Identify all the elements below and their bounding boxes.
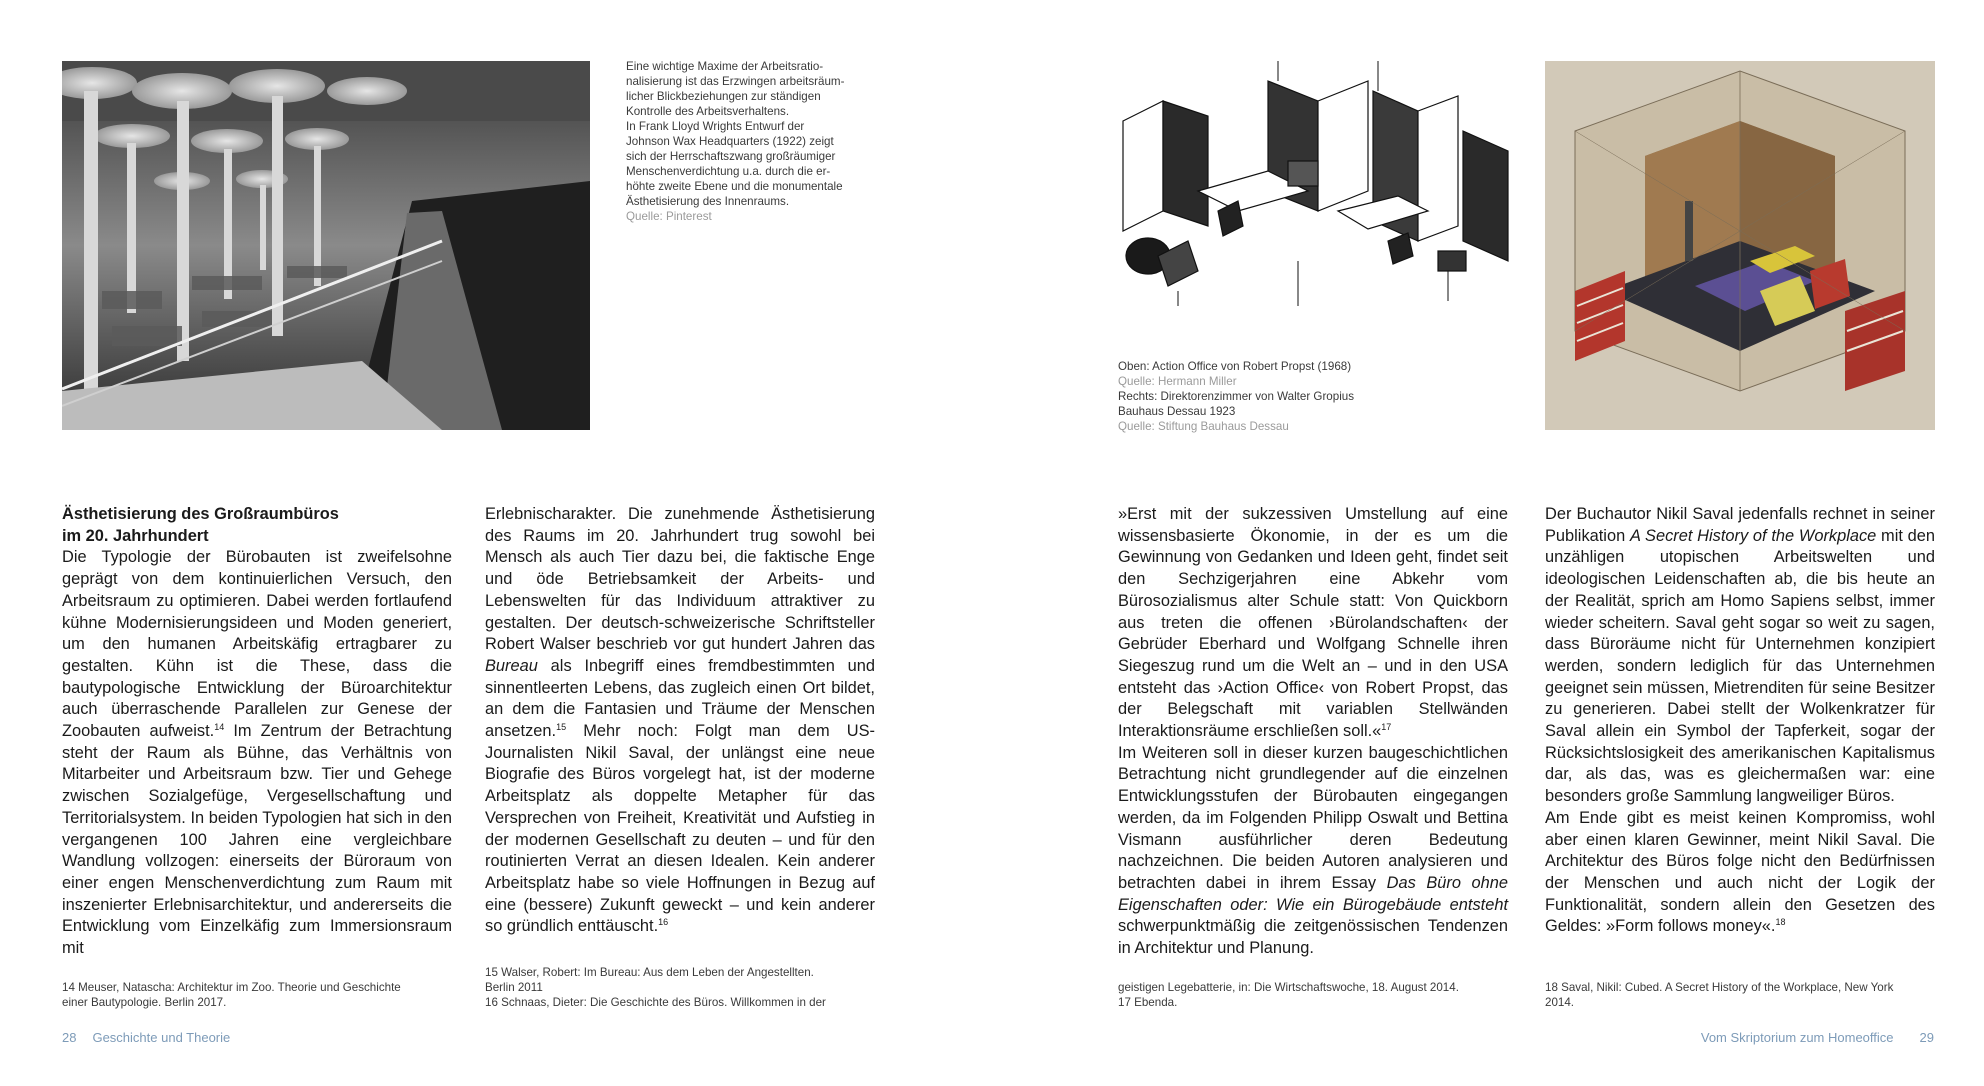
body-text: Mehr noch: Folgt man dem US-Journalisten Nikil Saval, der unlängst eine neue Biografie des Büros vorgelegt hat, ist der moderne Arbeitsplatz als doppelte Metapher für das Versprechen von Freiheit, Kreativität und Aufstieg in der modernen Gesellschaft zu deuten – und für den routinierten Verrat an diesen Idealen. Kein anderer Arbeitsplatz habe so viele Hoffnungen in Bezug auf eine (bessere) Zukunft geweckt – und kein anderer so gründlich enttäuscht.: [485, 722, 875, 936]
body-text: »Erst mit der sukzessiven Umstellung auf eine wissensbasierte Ökonomie, in der es um die Gewinnung von Gedanken und Ideen geht, findet seit den Sechzigerjahren eine Abkehr vom Bürosozialismus alter Schule statt: Von Quickborn aus treten die offenen ›Bürolandschaften‹ der Gebrüder Eberhard und Wolfgang Schnelle ihren Siegeszug rund um die Welt an – und in den USA entsteht das ›Action Office‹ von Robert Propst, das der Belegschaft mit variablen Stellwänden Interaktionsräume erschließen soll.«: [1118, 505, 1508, 741]
footnote-ref: 15: [556, 722, 567, 733]
running-title-left: Geschichte und Theorie: [92, 1030, 231, 1045]
footnote-14: [62, 980, 452, 1010]
running-title-right: Vom Skriptorium zum Homeoffice: [1700, 1030, 1894, 1045]
footnote-ref: 16: [658, 917, 669, 928]
johnson-wax-photo: [62, 61, 590, 430]
italic-title: Das Büro ohne Eigenschaften oder: Wie ein Bürogebäude entsteht: [1118, 873, 1508, 914]
footnote-text: 15 Walser, Robert: Im Bureau: Aus dem Leben der Angestellten. Berlin 2011 16 Schnaas, Dieter: Die Geschichte des Büros. Willkommen in der: [485, 966, 826, 1009]
folio-right: [1701, 1030, 1934, 1045]
action-office-drawing: [1118, 61, 1510, 311]
page-number-left: 28: [62, 1030, 77, 1045]
body-paragraph: [1545, 808, 1935, 938]
page-number-right: 29: [1919, 1030, 1934, 1045]
body-paragraph: [62, 547, 452, 959]
footnote-text: 14 Meuser, Natascha: Architektur im Zoo. Theorie und Geschichte einer Bautypologie. Berlin 2017.: [62, 981, 401, 1009]
figure-caption-left: [626, 59, 886, 224]
body-text: Der Buchautor Nikil Saval jedenfalls rechnet in seiner Publikation: [1545, 505, 1935, 545]
italic-title: Bureau: [485, 656, 538, 675]
body-text: mit den unzähligen utopischen Arbeitswelten und ideologischen Leidenschaften ab, die bis heute an der Realität, sprich am Homo Sapiens selbst, immer wieder scheitern. Saval geht sogar so weit zu sagen, dass Büroräume nicht für Unternehmen konzipiert werden, sondern lediglich für das Unternehmen geeignet sein müssen, Mietrenditen für seine Besitzer zu generieren. Dabei stellt der Wolkenkratzer für Saval allein ein Symbol der Tapferkeit, sogar der Rücksichtslosigkeit des amerikanischen Kapitalismus dar, als das, was es gleichermaßen war: eine besonders große Sammlung langweiliger Büros.: [1545, 526, 1935, 806]
caption-source: Quelle: Pinterest: [626, 210, 712, 223]
footnote-ref: 18: [1775, 917, 1786, 928]
footnote-text: geistigen Legebatterie, in: Die Wirtschaftswoche, 18. August 2014. 17 Ebenda.: [1118, 981, 1459, 1009]
body-text: Erlebnischarakter. Die zunehmende Ästhetisierung des Raums im 20. Jahrhundert trug sowohl bei Mensch als auch Tier dazu bei, die faktische Enge und öde Betriebsamkeit der Arbeits- und Lebenswelten für das Individuum attraktiver zu gestalten. Der deutsch-schweizerische Schriftsteller Robert Walser beschrieb vor gut hundert Jahren das: [485, 505, 875, 654]
body-paragraph: [1545, 504, 1935, 808]
footnote-18: [1545, 980, 1935, 1010]
body-text: Am Ende gibt es meist keinen Kompromiss, wohl aber einen klaren Gewinner, meint Nikil Saval. Die Architektur des Büros folge nicht den Bedürfnissen der Menschen und auch nicht der Logik der Funktionalität, sondern allein den Gesetzen des Geldes: »Form follows money«.: [1545, 808, 1935, 936]
text-column-2: [485, 504, 875, 938]
footnote-ref: 17: [1381, 722, 1392, 733]
body-text: schwerpunktmäßig die zeitgenössischen Tendenzen in Architektur und Planung.: [1118, 917, 1508, 958]
body-paragraph: [1118, 504, 1508, 743]
caption-source-1: Quelle: Hermann Miller: [1118, 375, 1237, 388]
body-text: als Inbegriff eines fremdbestimmten und sinnentleerten Lebens, das zugleich einen Ort bildet, an dem die Fantasien und Träume der Menschen ansetzen.: [485, 656, 875, 741]
body-paragraph: [485, 504, 875, 938]
footnote-15-16: [485, 965, 875, 1010]
body-text: Die Typologie der Bürobauten ist zweifelsohne geprägt von dem kontinuierlichen Versuch, den Arbeitsraum zu optimieren. Dabei werden fortlaufend kühne Modernisierungsideen und Moden generiert, um den humanen Arbeitskäfig ertragbarer zu gestalten. Kühn ist die These, dass die bautypologische Entwicklung der Büroarchitektur auch überraschende Parallelen zur Genese der Zoobauten aufweist.: [62, 548, 452, 741]
text-column-4: [1545, 504, 1935, 938]
folio-left: [62, 1030, 230, 1045]
section-heading: Ästhetisierung des Großraumbüros im 20. Jahrhundert: [62, 505, 339, 545]
body-text: Im Weiteren soll in dieser kurzen baugeschichtlichen Betrachtung nicht grundlegender auf die einzelnen Entwicklungsstufen der Bürobauten eingegangen werden, da im Folgenden Philipp Oswalt und Bettina Vismann ausführlicher deren Bedeutung nachzeichnen. Die beiden Autoren analysieren und betrachten dabei in ihrem Essay: [1118, 743, 1508, 892]
body-text: Im Zentrum der Betrachtung steht der Raum als Bühne, das Verhältnis von Mitarbeiter und Arbeitsraum bzw. Tier und Gehege zwischen Sozialgefüge, Vergesellschaftung und Territorialsystem. In beiden Typologien hat sich in den vergangenen 100 Jahren eine vergleichbare Wandlung vollzogen: einerseits der Büroraum von einer engen Menschenverdichtung zum Raum mit inszenierter Erlebnisarchitektur, und andererseits die Entwicklung vom Einzelkäfig zum Immersionsraum mit: [62, 722, 452, 958]
footnote-ref: 14: [214, 722, 225, 733]
text-column-1: [62, 504, 452, 960]
italic-title: A Secret History of the Workplace: [1629, 526, 1877, 545]
footnote-16-17: [1118, 980, 1508, 1010]
caption-line-2: Rechts: Direktorenzimmer von Walter Gropius Bauhaus Dessau 1923: [1118, 390, 1355, 418]
text-column-3: [1118, 504, 1508, 960]
caption-text: Eine wichtige Maxime der Arbeitsratio- nalisierung ist das Erzwingen arbeitsräum- licher Blickbeziehungen zur ständigen Kontrolle des Arbeitsverhaltens. In Frank Lloyd Wrights Entwurf der Johnson Wax Headquarters (1922) zeigt sich der Herrschaftszwang großräumiger Menschenverdichtung u.a. durch die er- höhte zweite Ebene und die monumentale Ästhetisierung des Innenraums.: [626, 60, 845, 208]
figure-caption-right: [1118, 359, 1418, 434]
caption-source-2: Quelle: Stiftung Bauhaus Dessau: [1118, 420, 1289, 433]
body-paragraph: [1118, 743, 1508, 960]
caption-line-1: Oben: Action Office von Robert Propst (1968): [1118, 360, 1352, 373]
gropius-office-painting: [1545, 61, 1935, 430]
footnote-text: 18 Saval, Nikil: Cubed. A Secret History of the Workplace, New York 2014.: [1545, 981, 1894, 1009]
